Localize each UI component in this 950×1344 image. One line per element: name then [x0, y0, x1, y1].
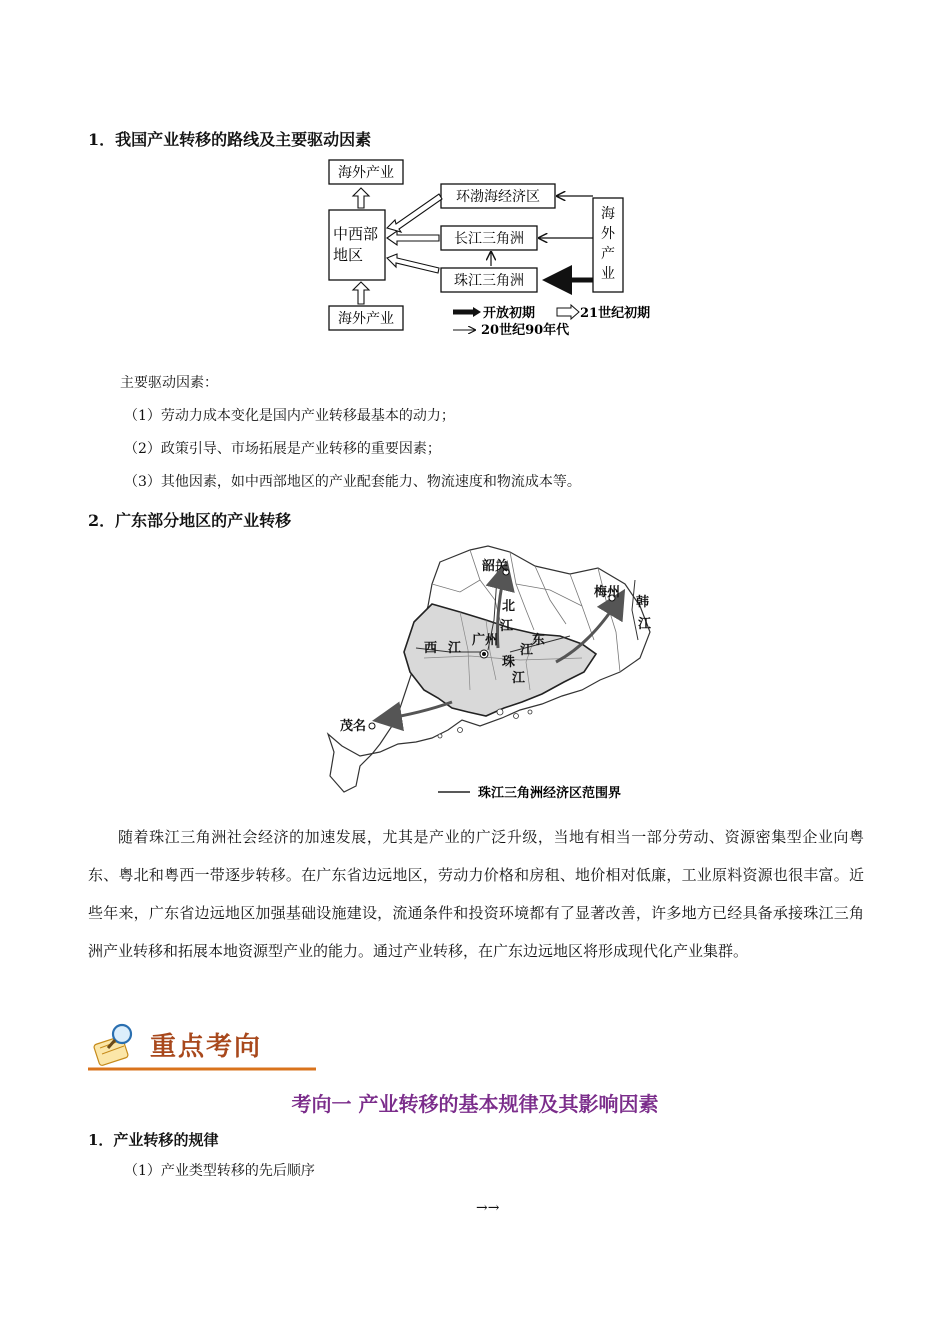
- label-jiang-west: 江: [448, 641, 462, 656]
- factor-1: （1）劳动力成本变化是国内产业转移最基本的动力；: [124, 408, 455, 424]
- label-jiang-north: 江: [500, 619, 514, 634]
- label-zhu: 珠: [502, 655, 516, 670]
- label-bei: 北: [502, 599, 516, 614]
- label-central-west-1: 中西部: [333, 225, 379, 243]
- label-overseas-bottom: 海外产业: [338, 311, 394, 327]
- factors-title: 主要驱动因素：: [120, 375, 218, 391]
- guangdong-map: [320, 540, 670, 802]
- kaoxiang-subheading: 1．产业转移的规律: [88, 1131, 219, 1149]
- label-dong: 东: [532, 633, 546, 648]
- label-shaoguan: 韶关: [482, 559, 509, 574]
- kaoxiang-arrows: →→: [476, 1200, 500, 1216]
- label-jiang-east: 江: [520, 643, 534, 658]
- legend-nineties: 20世纪90年代: [481, 323, 570, 338]
- label-jiang-han: 江: [638, 617, 652, 632]
- label-meizhou: 梅州: [594, 585, 621, 600]
- factor-3: （3）其他因素，如中西部地区的产业配套能力、物流速度和物流成本等。: [124, 474, 581, 490]
- key-points-banner: [88, 1018, 316, 1072]
- legend-hollow-arrow-icon: [557, 305, 579, 319]
- legend-prd-boundary: 珠江三角洲经济区范围界: [478, 786, 622, 801]
- label-overseas-right-3: 产: [601, 246, 615, 262]
- label-xi: 西: [424, 641, 438, 656]
- section1-heading: 1．我国产业转移的路线及主要驱动因素: [88, 130, 372, 149]
- label-overseas-right-1: 海: [601, 206, 615, 222]
- banner-title: 重点考向: [150, 1032, 263, 1062]
- label-overseas-right-4: 业: [601, 266, 615, 282]
- label-han: 韩: [636, 595, 650, 610]
- kaoxiang-item1: （1）产业类型转移的先后顺序: [124, 1163, 315, 1179]
- factor-2: （2）政策引导、市场拓展是产业转移的重要因素；: [124, 441, 441, 457]
- label-overseas-top: 海外产业: [338, 165, 394, 181]
- legend-opening: 开放初期: [483, 306, 536, 321]
- legend-century21: 21世纪初期: [580, 306, 651, 321]
- label-pearl: 珠江三角洲: [454, 273, 524, 289]
- guangdong-paragraph: 随着珠江三角洲社会经济的加速发展，尤其是产业的广泛升级，当地有相当一部分劳动、资源密集型企业向粤东、粤北和粤西一带逐步转移。在广东省边远地区，劳动力价格和房租、地价相对低廉，工业原料资源也很丰富。近些年来，广东省边远地区加强基础设施建设，流通条件和投资环境都有了显著改善，许多地方已经具备承接珠江三角洲产业转移和拓展本地资源型产业的能力。通过产业转移，在广东边远地区将形成现代化产业集群。: [88, 828, 864, 960]
- label-bohai: 环渤海经济区: [456, 189, 540, 205]
- section2-heading: 2．广东部分地区的产业转移: [88, 511, 292, 530]
- label-overseas-right-2: 外: [601, 226, 615, 242]
- kaoxiang-title: 考向一 产业转移的基本规律及其影响因素: [291, 1092, 659, 1116]
- label-guangzhou: 广州: [472, 633, 499, 648]
- label-central-west-2: 地区: [333, 246, 364, 264]
- label-yangtze: 长江三角洲: [454, 231, 524, 247]
- label-jiang-zhu: 江: [512, 671, 526, 686]
- label-maoming: 茂名: [340, 719, 367, 734]
- industry-transfer-diagram: [325, 158, 665, 340]
- box-central-west: [329, 210, 385, 280]
